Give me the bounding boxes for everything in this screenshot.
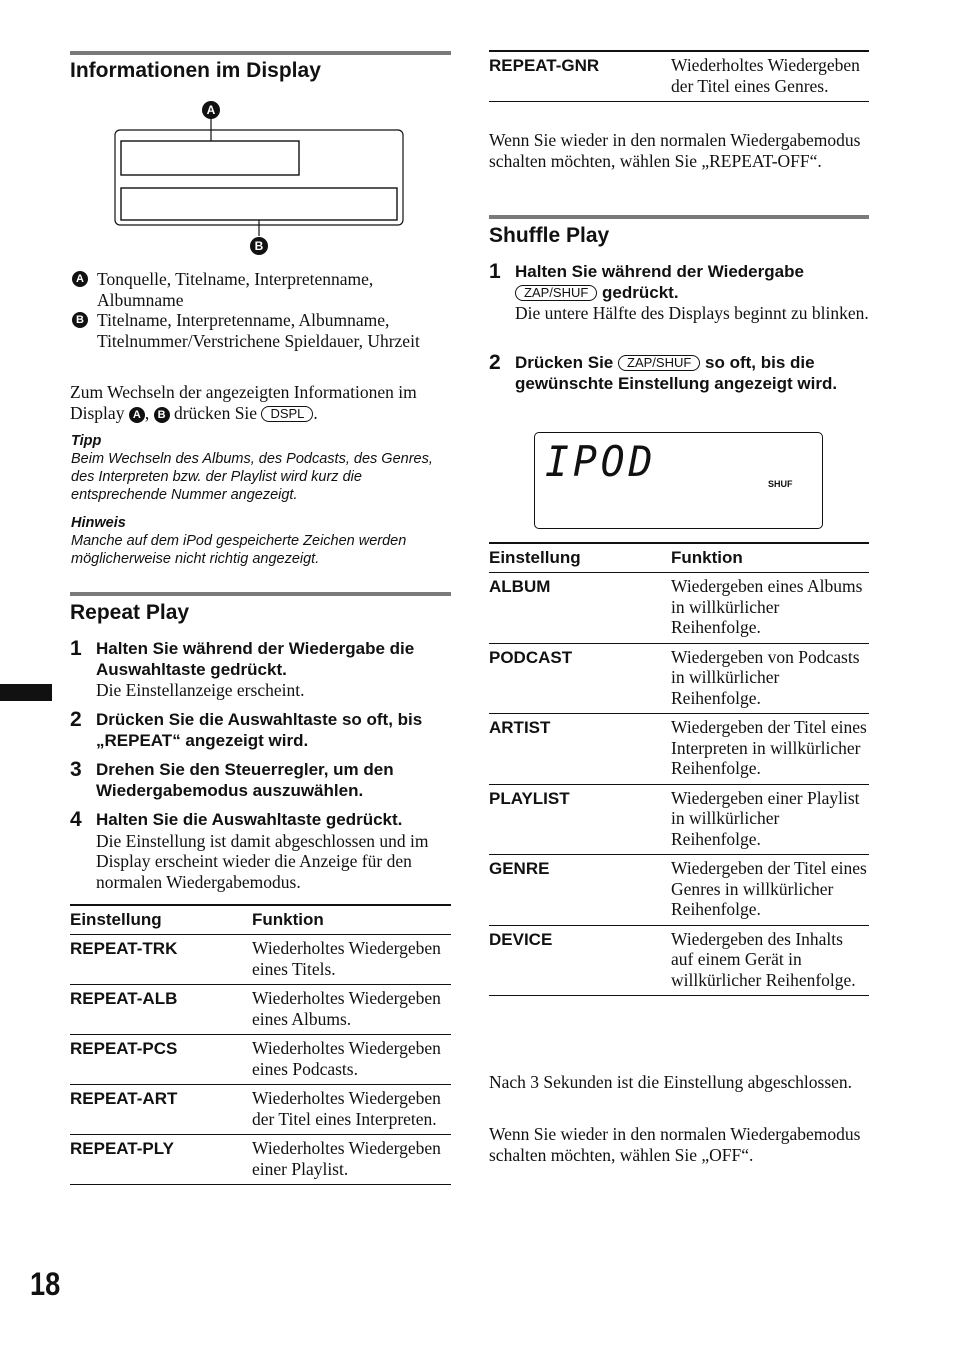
table-row <box>489 855 869 926</box>
setting-name: PODCAST <box>489 643 671 714</box>
table-header-row <box>70 905 451 935</box>
switch-badge-b: B <box>154 407 170 423</box>
repeat-off-text: Wenn Sie wieder in den normalen Wiedergabemodus schalten möchten, wählen Sie „REPEAT-OFF“. <box>489 130 861 171</box>
legend-a <box>72 269 442 310</box>
shuffle-step-1 <box>489 262 869 324</box>
switch-badge-a: A <box>129 407 145 423</box>
off-text: Wenn Sie wieder in den normalen Wiedergabemodus schalten möchten, wählen Sie „OFF“. <box>489 1124 861 1165</box>
legend-a-badge: A <box>72 271 88 287</box>
step-title <box>515 262 869 303</box>
section-tab-marker <box>0 684 52 701</box>
step-desc: Die Einstellung ist damit abgeschlossen und im Display erscheint wieder die Anzeige für den normalen Wiedergabemodus. <box>96 830 429 892</box>
setting-function: Wiederholtes Wiedergeben einer Playlist. <box>252 1135 451 1185</box>
zap-shuf-key: ZAP/SHUF <box>515 285 597 301</box>
step-number: 3 <box>70 758 82 781</box>
step-number: 4 <box>70 808 82 831</box>
step-number: 2 <box>489 351 501 374</box>
setting-name: REPEAT-ART <box>70 1085 252 1135</box>
setting-name: ALBUM <box>489 573 671 644</box>
step-number: 1 <box>489 260 501 283</box>
display-diagram <box>110 96 410 261</box>
setting-function: Wiedergeben des Inhalts auf einem Gerät in willkürlicher Reihenfolge. <box>671 925 869 996</box>
step-title: Halten Sie die Auswahltaste gedrückt. <box>96 810 403 829</box>
table-row <box>489 573 869 644</box>
table-header-function: Funktion <box>252 905 451 935</box>
display-diagram-svg <box>110 96 410 261</box>
setting-function: Wiedergeben eines Albums in willkürlicher Reihenfolge. <box>671 573 869 644</box>
diagram-label-b: B <box>254 239 264 253</box>
step-number: 2 <box>70 708 82 731</box>
legend-b-text: Titelname, Interpretenname, Albumname, Titelnummer/Verstrichene Spieldauer, Uhrzeit <box>97 310 420 351</box>
repeat-step-3 <box>70 760 450 801</box>
setting-name: DEVICE <box>489 925 671 996</box>
setting-function: Wiedergeben der Titel eines Interpreten in willkürlicher Reihenfolge. <box>671 714 869 785</box>
table-header-setting: Einstellung <box>70 905 252 935</box>
switch-end: . <box>313 402 318 423</box>
table-header-setting: Einstellung <box>489 543 671 573</box>
table-header-function: Funktion <box>671 543 869 573</box>
repeat-settings-table <box>70 904 451 1185</box>
legend-b <box>72 310 442 351</box>
note-text: Manche auf dem iPod gespeicherte Zeichen werden möglicherweise nicht richtig angezeigt. <box>71 533 407 567</box>
step-title-part: so oft, bis die gewünschte Einstellung angezeigt wird. <box>515 353 838 393</box>
repeat-play-heading: Repeat Play <box>70 601 190 624</box>
repeat-step-2 <box>70 710 450 751</box>
step-title: Halten Sie während der Wiedergabe die Auswahltaste gedrückt. <box>96 639 415 679</box>
setting-function: Wiederholtes Wiedergeben eines Titels. <box>252 935 451 985</box>
zap-shuf-key: ZAP/SHUF <box>618 355 700 371</box>
setting-function: Wiedergeben einer Playlist in willkürlicher Reihenfolge. <box>671 784 869 855</box>
legend-b-badge: B <box>72 312 88 328</box>
display-switch-text <box>70 382 450 423</box>
shuffle-step-2 <box>489 353 869 394</box>
diagram-label-a: A <box>206 103 216 117</box>
page-number: 18 <box>30 1266 61 1302</box>
table-row <box>70 1135 451 1185</box>
step-title-part: Halten Sie während der Wiedergabe <box>515 262 804 281</box>
setting-name: ARTIST <box>489 714 671 785</box>
table-row <box>489 925 869 996</box>
repeat-settings-table-cont <box>489 50 869 102</box>
heading-rule <box>70 51 451 55</box>
info-display-heading: Informationen im Display <box>70 59 321 82</box>
lcd-display <box>534 432 823 529</box>
step-title-part: gedrückt. <box>602 282 679 302</box>
setting-function: Wiederholtes Wiedergeben eines Podcasts. <box>252 1035 451 1085</box>
switch-text-2: drücken Sie <box>173 402 258 423</box>
setting-function: Wiederholtes Wiedergeben der Titel eines Interpreten. <box>252 1085 451 1135</box>
repeat-step-4 <box>70 810 450 892</box>
tip-text: Beim Wechseln des Albums, des Podcasts, des Genres, des Interpreten bzw. der Playlist wird kurz die entsprechende Nummer angezeigt. <box>71 451 433 503</box>
heading-rule <box>489 215 869 219</box>
shuffle-settings-table <box>489 542 869 996</box>
repeat-step-1 <box>70 639 450 701</box>
table-row <box>70 935 451 985</box>
setting-function: Wiedergeben der Titel eines Genres in willkürlicher Reihenfolge. <box>671 855 869 926</box>
step-number: 1 <box>70 637 82 660</box>
setting-function: Wiederholtes Wiedergeben der Titel eines Genres. <box>671 51 869 102</box>
note-heading: Hinweis <box>71 515 126 531</box>
table-row <box>489 784 869 855</box>
step-desc: Die Einstellanzeige erscheint. <box>96 680 305 700</box>
legend-a-text: Tonquelle, Titelname, Interpretenname, Albumname <box>97 269 374 310</box>
step-title: Drehen Sie den Steuerregler, um den Wiedergabemodus auszuwählen. <box>96 760 394 800</box>
table-header-row <box>489 543 869 573</box>
heading-rule <box>70 592 451 596</box>
step-desc: Die untere Hälfte des Displays beginnt zu blinken. <box>515 303 869 323</box>
switch-sep: , <box>144 402 150 423</box>
setting-name: REPEAT-TRK <box>70 935 252 985</box>
setting-function: Wiederholtes Wiedergeben eines Albums. <box>252 985 451 1035</box>
setting-name: GENRE <box>489 855 671 926</box>
setting-name: PLAYLIST <box>489 784 671 855</box>
step-title-part: Drücken Sie <box>515 353 614 372</box>
step-title: Drücken Sie die Auswahltaste so oft, bis „REPEAT“ angezeigt wird. <box>96 710 423 750</box>
switch-text-1: Zum Wechseln der angezeigten Informationen im Display <box>70 382 417 423</box>
table-row <box>489 51 869 102</box>
tip-heading: Tipp <box>71 433 102 449</box>
setting-function: Wiedergeben von Podcasts in willkürlicher Reihenfolge. <box>671 643 869 714</box>
table-row <box>70 1085 451 1135</box>
step-title <box>515 353 869 394</box>
setting-name: REPEAT-ALB <box>70 985 252 1035</box>
lcd-shuf-indicator: SHUF <box>768 479 793 489</box>
table-row <box>70 1035 451 1085</box>
shuffle-play-heading: Shuffle Play <box>489 224 610 247</box>
setting-name: REPEAT-GNR <box>489 51 671 102</box>
setting-name: REPEAT-PLY <box>70 1135 252 1185</box>
table-row <box>489 643 869 714</box>
lcd-main-text: IPOD <box>545 437 657 486</box>
setting-name: REPEAT-PCS <box>70 1035 252 1085</box>
table-row <box>70 985 451 1035</box>
after-3s-text: Nach 3 Sekunden ist die Einstellung abgeschlossen. <box>489 1072 853 1092</box>
table-row <box>489 714 869 785</box>
dspl-key: DSPL <box>261 406 313 422</box>
